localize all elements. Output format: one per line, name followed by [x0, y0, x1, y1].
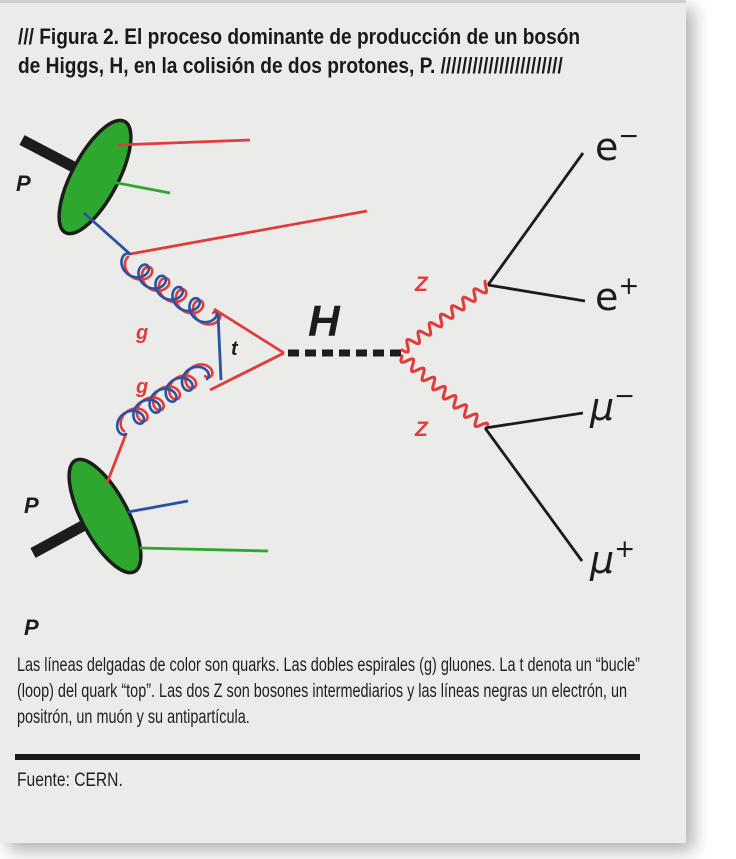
label-electron: e−	[595, 121, 640, 169]
top-loop-blue-side	[218, 314, 221, 380]
top-loop-red-upper	[214, 309, 284, 353]
feynman-diagram	[0, 88, 686, 648]
quark-line-green-bottom	[140, 548, 268, 551]
label-top-quark: t	[231, 338, 238, 360]
label-proton-bottom2: P	[24, 615, 39, 640]
label-antimuon: μ+	[590, 534, 636, 582]
label-proton-bottom: P	[24, 493, 39, 518]
lepton-line-muon	[485, 413, 583, 428]
caption-line2: (loop) del quark “top”. Las dos Z son bosones intermediarios y las líneas negras un electrón, un	[17, 681, 628, 702]
lepton-line-electron	[488, 153, 583, 285]
figure-title	[18, 22, 679, 80]
label-gluon-top: g	[136, 322, 149, 344]
proton-beam-bottom	[33, 522, 90, 553]
diagram-area	[0, 88, 686, 648]
lepton-line-antimuon	[485, 428, 582, 561]
label-gluon-bottom: g	[136, 376, 149, 398]
caption-line1: Las líneas delgadas de color son quarks. Las dobles espirales (g) gluones. La t denota un “bucle”	[17, 655, 640, 676]
lepton-line-positron	[488, 285, 585, 301]
z-wave-lower	[401, 356, 488, 427]
label-z-upper: Z	[415, 273, 428, 296]
label-higgs: H	[308, 297, 340, 346]
figure-title-line1: /// Figura 2. El proceso dominante de producción de un bosón	[18, 24, 581, 49]
quark-line-red-top	[118, 140, 250, 145]
divider-line	[15, 754, 640, 760]
figure-caption	[17, 653, 736, 731]
label-proton-top: P	[16, 171, 31, 196]
caption-line3: positrón, un muón y su antipartícula.	[17, 707, 250, 728]
quark-line-blue-bottom	[128, 501, 188, 512]
quark-line-blue-top	[84, 213, 130, 254]
gluon-coil-top-blue	[121, 253, 216, 322]
figure-title-line2: de Higgs, H, en la colisión de dos protones, P. ///////////////////////	[18, 53, 563, 78]
label-positron: e+	[595, 271, 640, 319]
label-z-lower: Z	[415, 418, 428, 441]
proton-blob-bottom	[55, 450, 155, 583]
quark-line-red-bottom	[107, 434, 126, 483]
quark-line-red-upper-long	[130, 211, 367, 254]
label-muon: μ−	[590, 381, 636, 429]
source-text: Fuente: CERN.	[17, 769, 123, 791]
